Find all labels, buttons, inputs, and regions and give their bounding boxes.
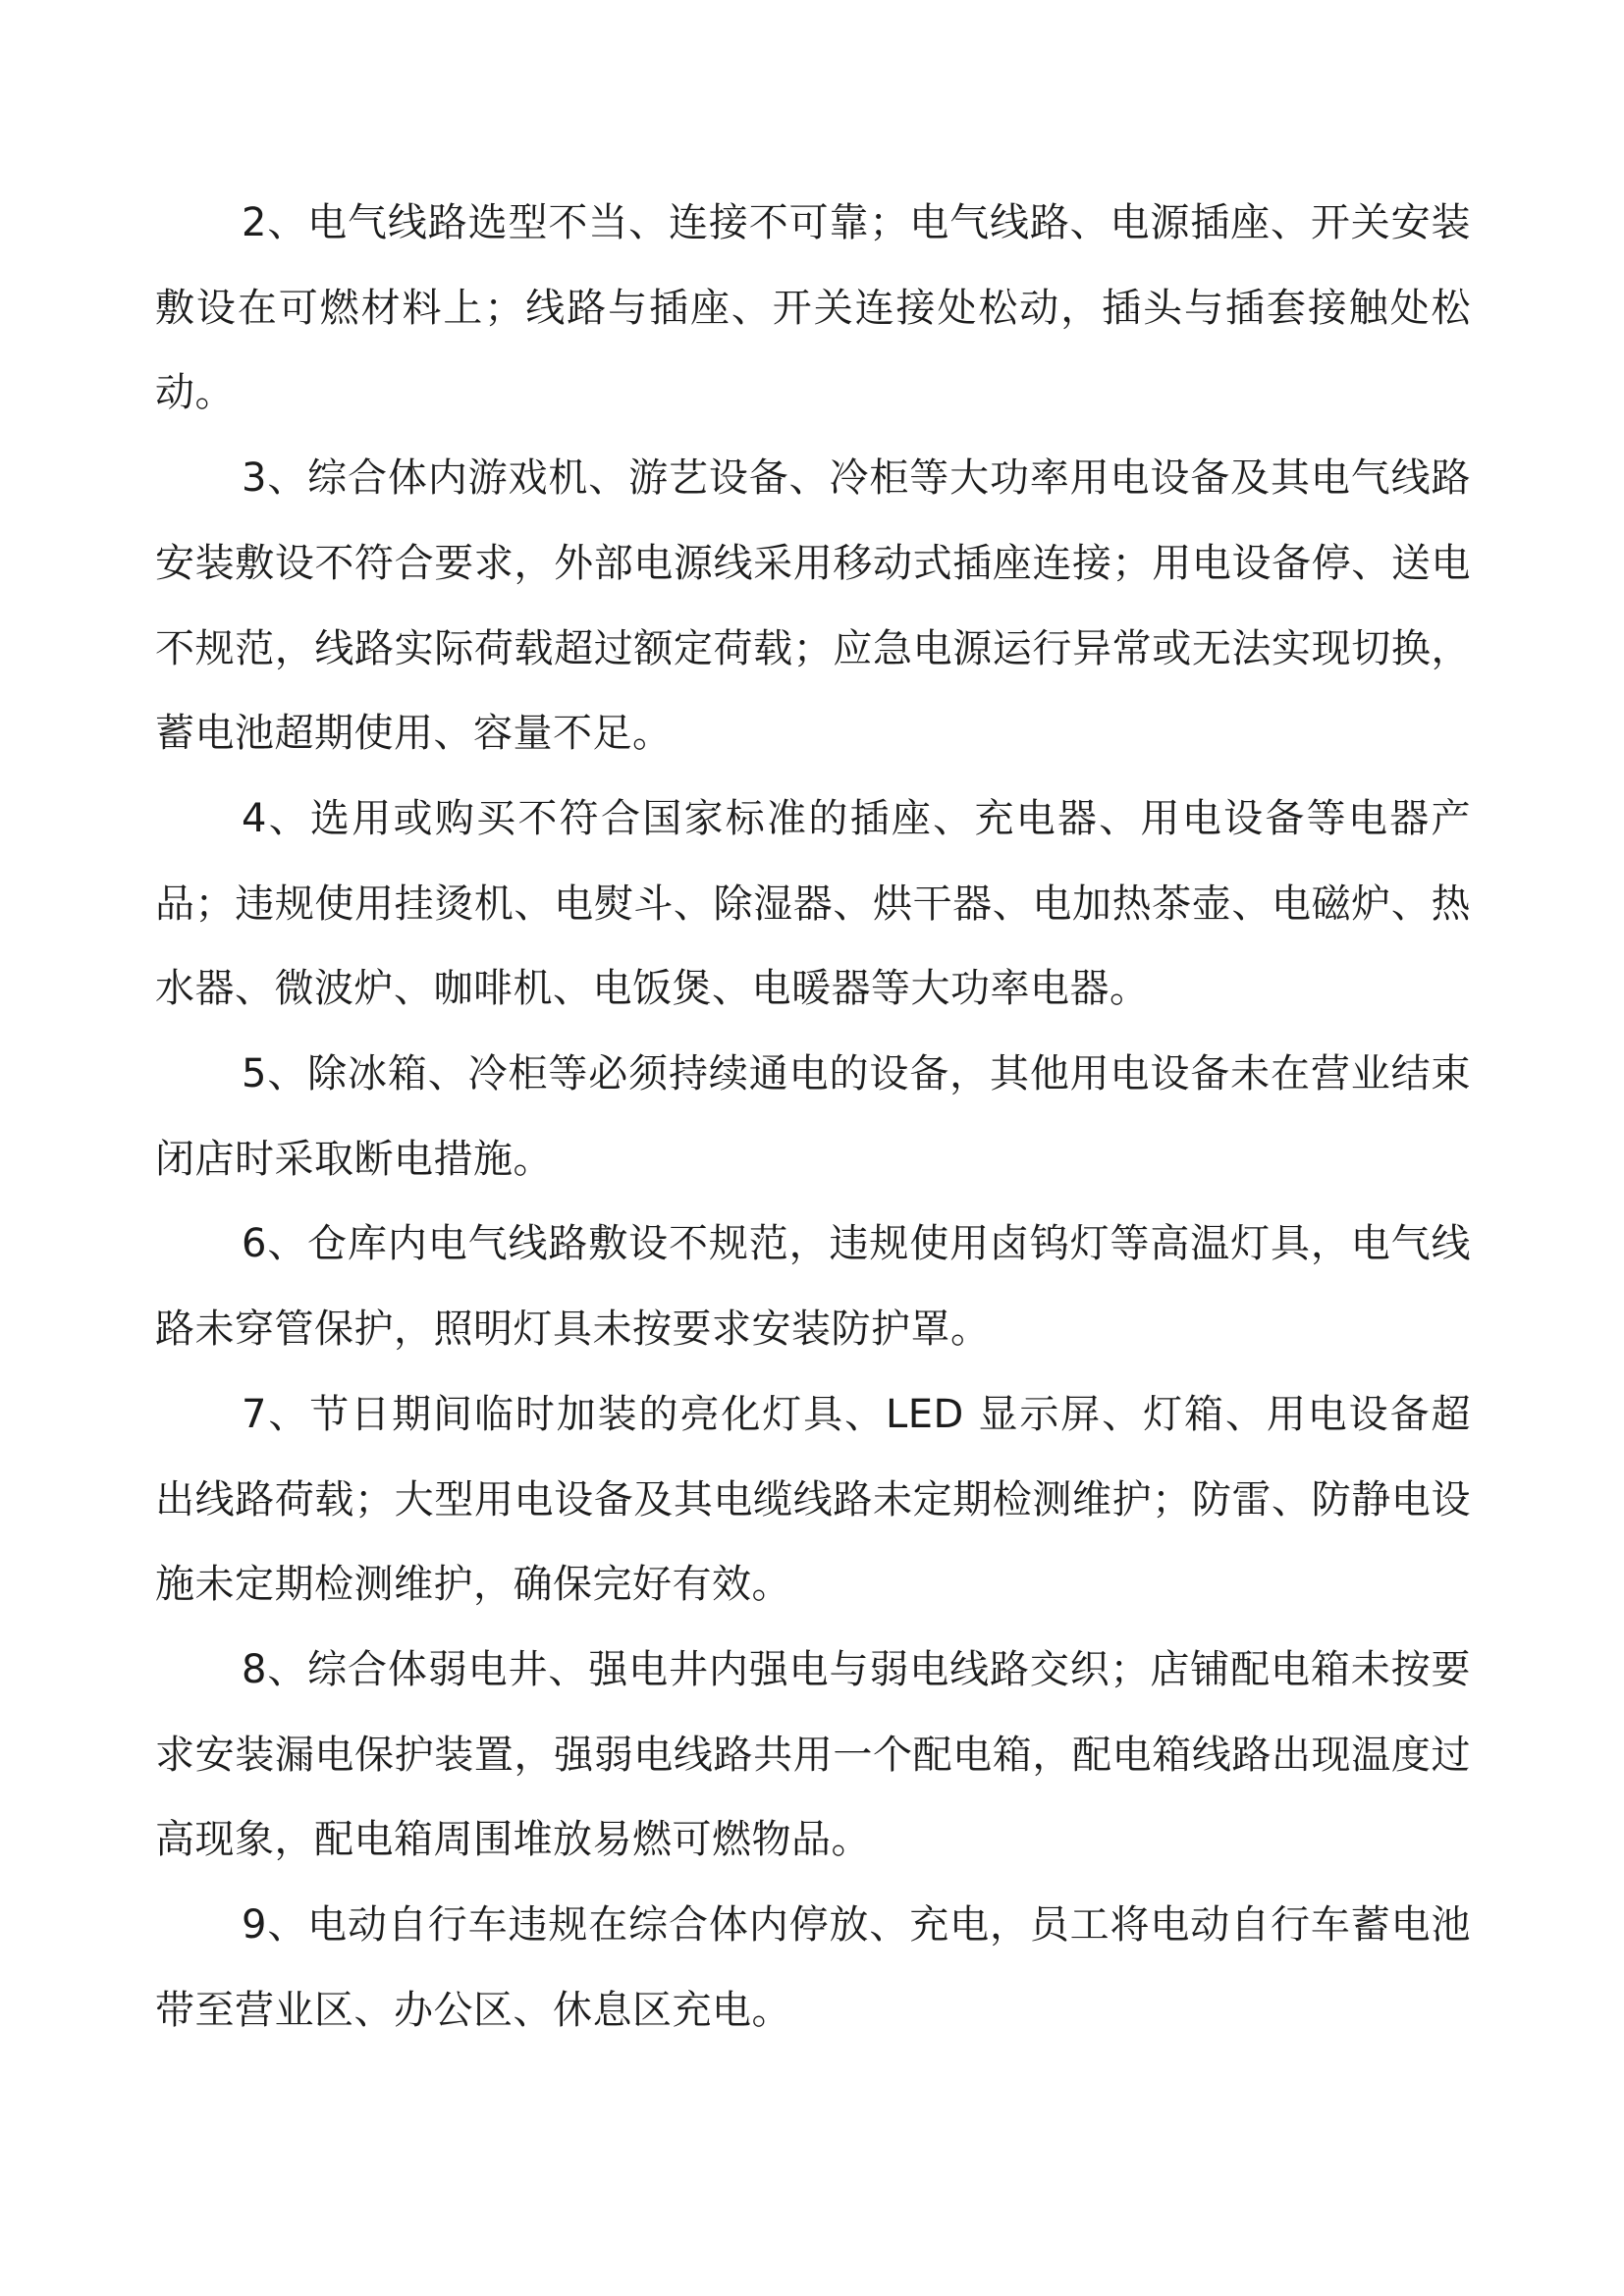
document-page [155,181,1471,2053]
paragraph-item-6: 6、仓库内电气线路敷设不规范，违规使用卤钨灯等高温灯具，电气线路未穿管保护，照明灯具未按要求安装防护罩。 [155,1221,1471,1353]
paragraph-item-8: 8、综合体弱电井、强电井内强电与弱电线路交织；店铺配电箱未按要求安装漏电保护装置，强弱电线路共用一个配电箱，配电箱线路出现温度过高现象，配电箱周围堆放易燃可燃物品。 [155,1646,1471,1863]
paragraph-item-5: 5、除冰箱、冷柜等必须持续通电的设备，其他用电设备未在营业结束闭店时采取断电措施。 [155,1051,1471,1182]
paragraph-item-9: 9、电动自行车违规在综合体内停放、充电，员工将电动自行车蓄电池带至营业区、办公区、休息区充电。 [155,1902,1471,2033]
paragraph-item-3: 3、综合体内游戏机、游艺设备、冷柜等大功率用电设备及其电气线路安装敷设不符合要求，外部电源线采用移动式插座连接；用电设备停、送电不规范，线路实际荷载超过额定荷载；应急电源运行异常或无法实现切换，蓄电池超期使用、容量不足。 [155,455,1471,757]
paragraph-item-7: 7、节日期间临时加装的亮化灯具、LED 显示屏、灯箱、用电设备超出线路荷载；大型用电设备及其电缆线路未定期检测维护；防雷、防静电设施未定期检测维护，确保完好有效。 [155,1391,1471,1608]
paragraph-item-2: 2、电气线路选型不当、连接不可靠；电气线路、电源插座、开关安装敷设在可燃材料上；线路与插座、开关连接处松动，插头与插套接触处松动。 [155,200,1471,416]
paragraph-item-4: 4、选用或购买不符合国家标准的插座、充电器、用电设备等电器产品；违规使用挂烫机、电熨斗、除湿器、烘干器、电加热茶壶、电磁炉、热水器、微波炉、咖啡机、电饭煲、电暖器等大功率电器。 [155,795,1471,1012]
